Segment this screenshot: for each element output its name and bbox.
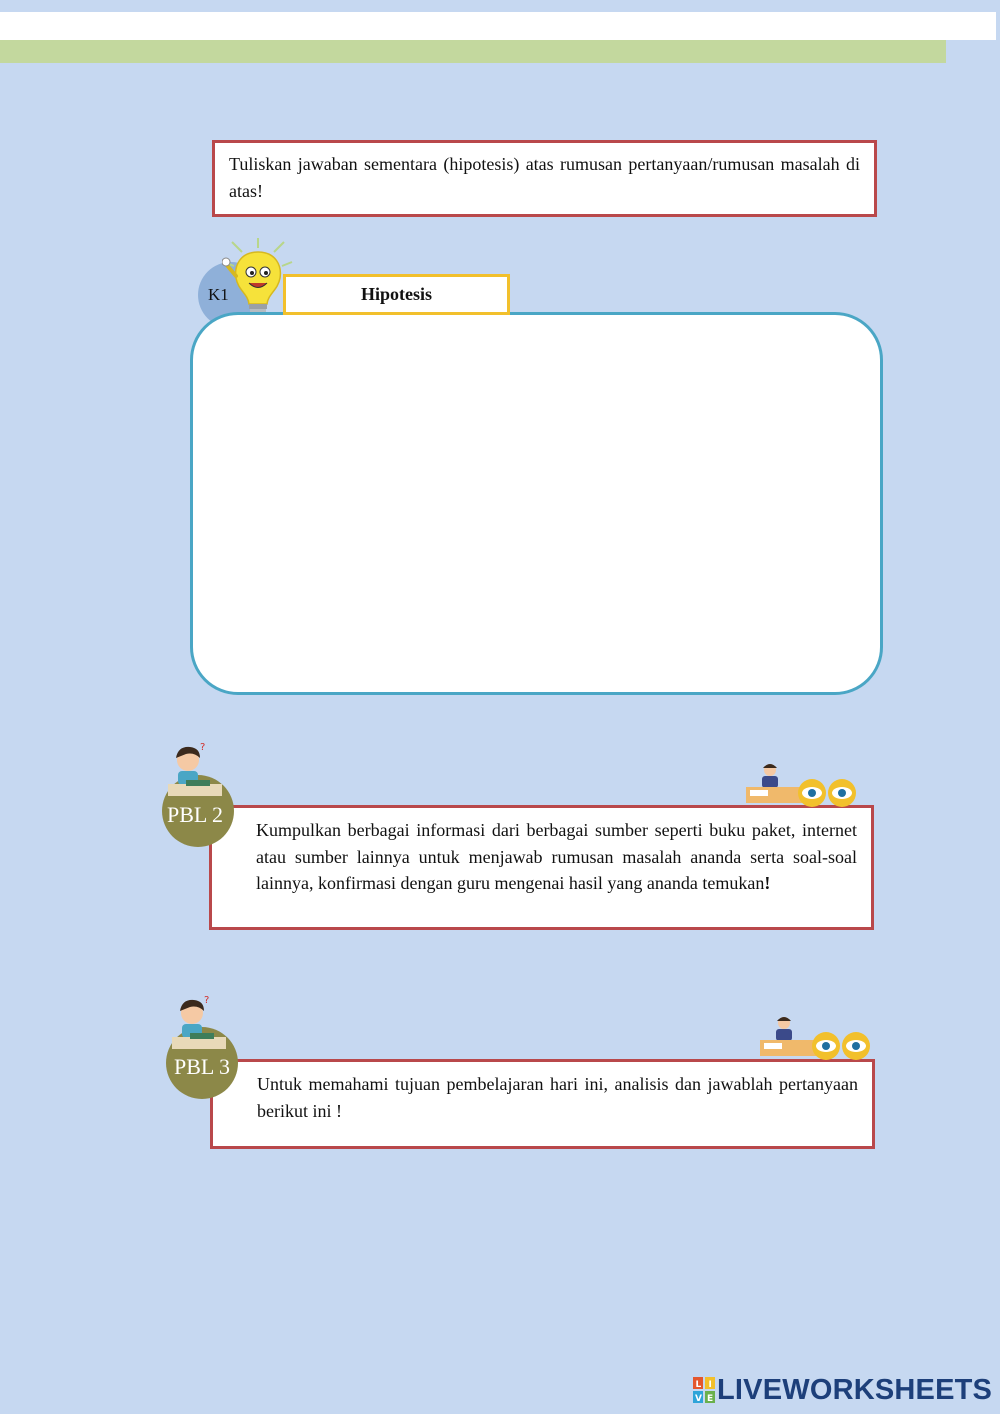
liveworksheets-logo-text: LIVEWORKSHEETS bbox=[717, 1373, 993, 1406]
thinking-student-icon bbox=[164, 740, 234, 800]
instruction-text: Tuliskan jawaban sementara (hipotesis) atas rumusan pertanyaan/rumusan masalah di atas! bbox=[229, 154, 860, 201]
logo-letter: V bbox=[695, 1394, 702, 1403]
hipotesis-answer-box[interactable] bbox=[190, 312, 883, 695]
pbl2-instruction-box bbox=[209, 805, 874, 930]
svg-text:?: ? bbox=[204, 995, 210, 1006]
header-green-bar bbox=[0, 40, 946, 63]
pbl3-instruction-box bbox=[210, 1059, 875, 1149]
liveworksheets-logo-icon bbox=[693, 1377, 715, 1403]
header-white-bar bbox=[0, 12, 996, 40]
observe-eyes-icon bbox=[744, 760, 864, 808]
logo-letter: I bbox=[708, 1380, 712, 1390]
pbl3-badge-label: PBL 3 bbox=[174, 1054, 231, 1079]
logo-letter: L bbox=[695, 1380, 702, 1390]
thinking-student-icon bbox=[168, 993, 238, 1053]
liveworksheets-logo bbox=[693, 1374, 992, 1406]
pbl2-badge-label: PBL 2 bbox=[167, 802, 224, 827]
hipotesis-title: Hipotesis bbox=[283, 274, 510, 315]
logo-letter: E bbox=[707, 1394, 714, 1403]
instruction-box bbox=[212, 140, 877, 217]
pbl2-text: Kumpulkan berbagai informasi dari berbagai sumber seperti buku paket, internet atau sumber lainnya untuk menjawab rumusan masalah ananda serta soal-soal lainnya, konfirmasi dengan guru mengenai hasil yang ananda temukan bbox=[256, 820, 857, 893]
svg-text:?: ? bbox=[200, 742, 206, 753]
pbl3-text: Untuk memahami tujuan pembelajaran hari ini, analisis dan jawablah pertanyaan berikut ini ! bbox=[257, 1074, 858, 1121]
pbl2-text-end: ! bbox=[764, 873, 771, 893]
observe-eyes-icon bbox=[758, 1013, 878, 1061]
k1-badge-label: K1 bbox=[208, 285, 229, 304]
